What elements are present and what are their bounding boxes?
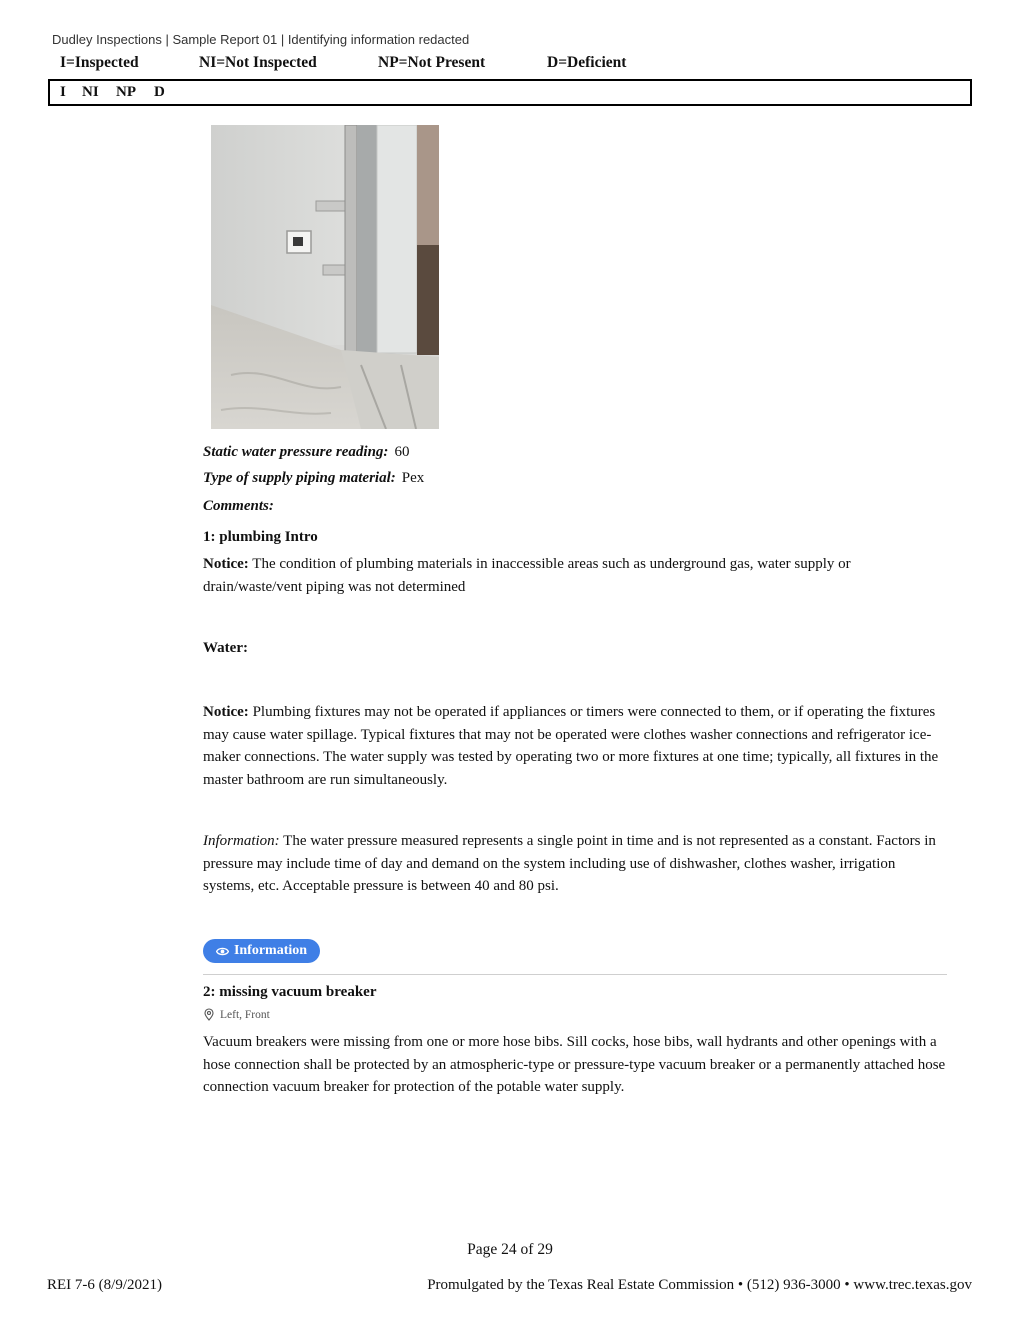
information-label: Information: bbox=[203, 833, 280, 849]
code-np: NP bbox=[116, 84, 136, 100]
inspection-code-box bbox=[48, 79, 972, 106]
eye-icon bbox=[216, 945, 229, 958]
comments-label: Comments: bbox=[203, 498, 274, 514]
information-text: The water pressure measured represents a single point in time and is not represented as a constant. Factors in pressure may include time of day and demand on the system including use of dishwasher, clothes washer, irrigation systems, etc. Acceptable pressure is between 40 and 80 psi. bbox=[203, 833, 936, 894]
promulgated-line: Promulgated by the Texas Real Estate Commission • (512) 936-3000 • www.trec.texas.gov bbox=[427, 1277, 972, 1293]
plumbing-photo-illustration bbox=[211, 125, 439, 429]
page-number: Page 24 of 29 bbox=[467, 1241, 553, 1258]
code-i: I bbox=[60, 84, 66, 100]
piping-value: Pex bbox=[401, 470, 425, 486]
water-label: Water: bbox=[203, 640, 248, 656]
form-id: REI 7-6 (8/9/2021) bbox=[47, 1277, 162, 1293]
comments-field bbox=[203, 498, 280, 515]
notice-2-text: Plumbing fixtures may not be operated if appliances or timers were connected to them, or if operating the fixtures may cause water spillage. Typical fixtures that may not be operated were clothes washer connections and refrigerator ice-maker connections. The water supply was tested by operating two or more fixtures at one time; typically, all fixtures in the master bathroom are run simultaneously. bbox=[203, 704, 939, 788]
legend-inspected: I=Inspected bbox=[60, 54, 139, 71]
piping-material-field bbox=[203, 470, 424, 487]
map-pin-icon bbox=[203, 1008, 215, 1021]
legend-deficient: D=Deficient bbox=[547, 54, 627, 71]
location-text: Left, Front bbox=[220, 1008, 270, 1021]
information-badge[interactable] bbox=[203, 939, 320, 963]
pressure-value: 60 bbox=[394, 444, 410, 460]
item-1-notice-2 bbox=[203, 701, 948, 791]
notice-text: The condition of plumbing materials in inaccessible areas such as underground gas, water supply or drain/waste/vent piping was not determined bbox=[203, 556, 851, 595]
running-header: Dudley Inspections | Sample Report 01 | Identifying information redacted bbox=[52, 32, 470, 47]
item-1-title: 1: plumbing Intro bbox=[203, 529, 318, 545]
information-badge-label: Information bbox=[233, 943, 308, 958]
item-1-notice bbox=[203, 553, 948, 598]
pressure-label: Static water pressure reading: bbox=[203, 444, 389, 460]
inspection-photo[interactable] bbox=[211, 125, 439, 429]
item-2-description: Vacuum breakers were missing from one or more hose bibs. Sill cocks, hose bibs, wall hydrants and other openings with a hose connection shall be protected by an atmospheric-type or pressure-type vacuum breaker or a permanently attached hose connection vacuum breaker for protection of the potable water supply. bbox=[203, 1034, 946, 1095]
code-d: D bbox=[154, 84, 165, 100]
pressure-reading-field bbox=[203, 444, 409, 461]
location-tag bbox=[203, 1008, 270, 1021]
notice-label: Notice: bbox=[203, 556, 249, 572]
legend-not-inspected: NI=Not Inspected bbox=[199, 54, 317, 71]
section-divider bbox=[203, 974, 947, 975]
piping-label: Type of supply piping material: bbox=[203, 470, 396, 486]
legend-not-present: NP=Not Present bbox=[378, 54, 486, 71]
notice-2-label: Notice: bbox=[203, 704, 249, 720]
item-1-information bbox=[203, 830, 948, 898]
code-ni: NI bbox=[82, 84, 99, 100]
item-2-title: 2: missing vacuum breaker bbox=[203, 984, 377, 1000]
